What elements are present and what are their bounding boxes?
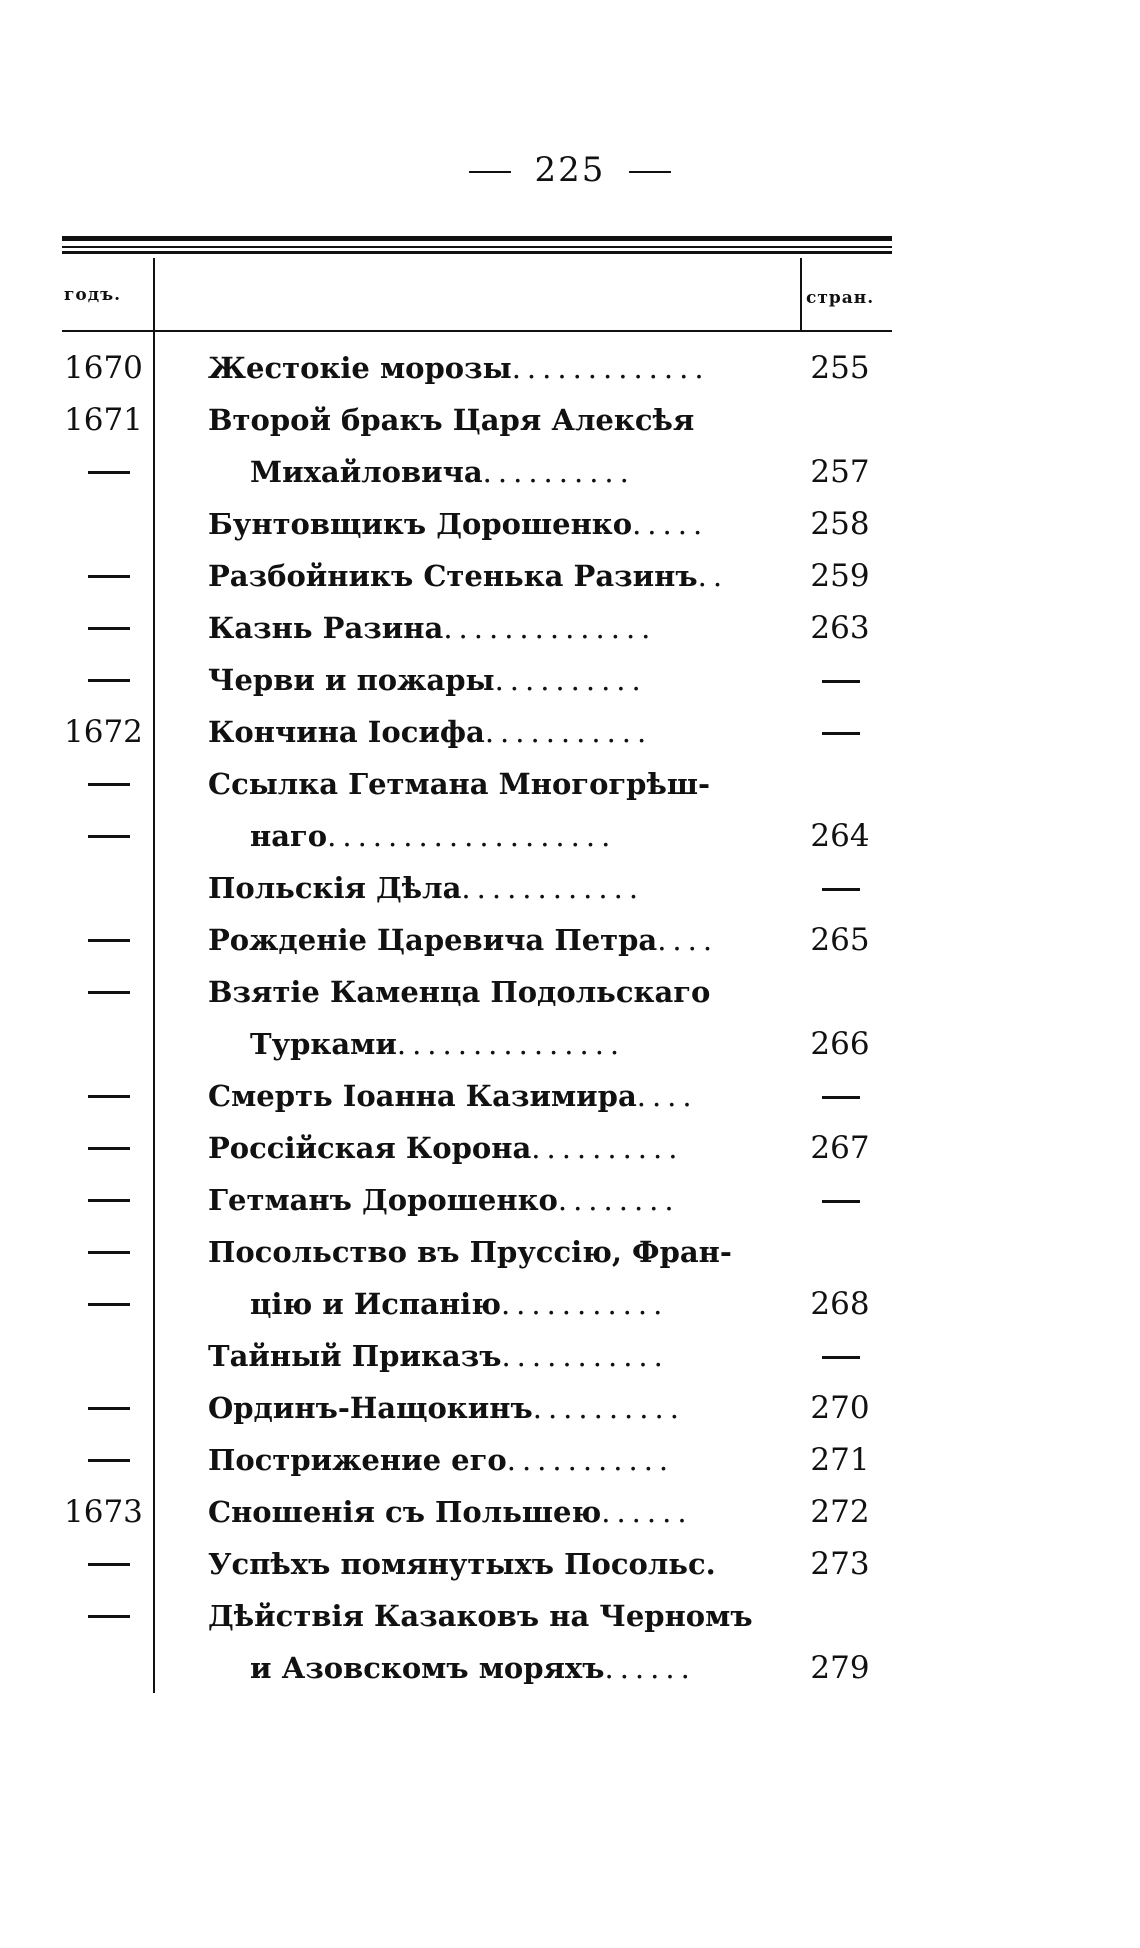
table-row bbox=[0, 862, 1140, 914]
row-title bbox=[208, 1174, 758, 1226]
row-title-text: цію и Испанію bbox=[250, 1287, 501, 1321]
row-title bbox=[208, 966, 758, 1018]
row-title-text: Дѣйствія Казаковъ на Черномъ bbox=[208, 1599, 753, 1633]
row-title bbox=[208, 1382, 758, 1434]
header-page-label: стран. bbox=[806, 288, 875, 308]
row-page: 266 bbox=[810, 1026, 870, 1062]
table-row bbox=[0, 758, 1140, 810]
row-dot-leader: ...... bbox=[604, 1651, 696, 1685]
row-title-text: Михайловича bbox=[250, 455, 483, 489]
row-page: 273 bbox=[810, 1546, 870, 1582]
row-title bbox=[250, 810, 758, 862]
table-row bbox=[0, 914, 1140, 966]
row-title bbox=[208, 394, 758, 446]
table-row bbox=[0, 550, 1140, 602]
row-dot-leader: .......... bbox=[482, 455, 635, 489]
row-dot-leader: .... bbox=[657, 923, 719, 957]
row-dot-leader: .. bbox=[697, 559, 729, 593]
row-page: 259 bbox=[810, 558, 870, 594]
row-title-text: и Азовскомъ моряхъ bbox=[250, 1651, 605, 1685]
table-row bbox=[0, 1382, 1140, 1434]
table-row bbox=[0, 1434, 1140, 1486]
row-dot-leader: ........... bbox=[500, 1287, 669, 1321]
row-title bbox=[208, 1486, 758, 1538]
row-dot-leader: .......... bbox=[494, 663, 647, 697]
row-title bbox=[250, 1018, 758, 1070]
top-rule-thick bbox=[62, 236, 892, 241]
row-title-text: Успѣхъ помянутыхъ Посольс. bbox=[208, 1547, 716, 1581]
row-year: 1670 bbox=[64, 350, 143, 386]
table-row bbox=[0, 446, 1140, 498]
row-title-text: Гетманъ Дорошенко bbox=[208, 1183, 558, 1217]
table-row bbox=[0, 810, 1140, 862]
row-page: 272 bbox=[810, 1494, 870, 1530]
row-title-text: Сношенія съ Польшею bbox=[208, 1495, 602, 1529]
row-dot-leader: ...... bbox=[601, 1495, 693, 1529]
row-dot-leader: ........... bbox=[484, 715, 653, 749]
row-title bbox=[208, 758, 758, 810]
table-row bbox=[0, 394, 1140, 446]
row-title bbox=[208, 862, 758, 914]
row-title-text: наго bbox=[250, 819, 328, 853]
row-title-text: Смерть Іоанна Казимира bbox=[208, 1079, 637, 1113]
table-row bbox=[0, 1538, 1140, 1590]
row-title-text: Казнь Разина bbox=[208, 611, 444, 645]
table-row bbox=[0, 1642, 1140, 1694]
table-row bbox=[0, 706, 1140, 758]
row-dot-leader: .......... bbox=[532, 1391, 685, 1425]
row-dot-leader: ................... bbox=[327, 819, 617, 853]
row-dot-leader: .......... bbox=[531, 1131, 684, 1165]
table-row bbox=[0, 966, 1140, 1018]
row-year: 1673 bbox=[64, 1494, 143, 1530]
row-title-text: Жестокіе морозы bbox=[208, 351, 512, 385]
row-page: 263 bbox=[810, 610, 870, 646]
row-title bbox=[208, 1330, 758, 1382]
page-number-dash-left bbox=[469, 171, 511, 173]
row-title bbox=[208, 342, 758, 394]
row-title bbox=[250, 446, 758, 498]
row-title bbox=[208, 1226, 758, 1278]
table-row bbox=[0, 498, 1140, 550]
row-page: 267 bbox=[810, 1130, 870, 1166]
row-title-text: Россійская Корона bbox=[208, 1131, 532, 1165]
row-title-text: Ссылка Гетмана Многогрѣш- bbox=[208, 767, 711, 801]
row-dot-leader: .... bbox=[636, 1079, 698, 1113]
row-year: 1671 bbox=[64, 402, 143, 438]
row-title bbox=[208, 914, 758, 966]
row-year: 1672 bbox=[64, 714, 143, 750]
contents-table bbox=[0, 342, 1140, 1694]
row-dot-leader: ..... bbox=[632, 507, 709, 541]
row-title-text: Пострижение его bbox=[208, 1443, 507, 1477]
row-title bbox=[208, 654, 758, 706]
row-page: 279 bbox=[810, 1650, 870, 1686]
page-number-dash-right bbox=[629, 171, 671, 173]
row-title bbox=[208, 602, 758, 654]
table-row bbox=[0, 1018, 1140, 1070]
row-page: 265 bbox=[810, 922, 870, 958]
row-title-text: Бунтовщикъ Дорошенко bbox=[208, 507, 633, 541]
table-row bbox=[0, 1486, 1140, 1538]
row-title bbox=[250, 1278, 758, 1330]
top-rule-thin bbox=[62, 246, 892, 248]
row-page: 268 bbox=[810, 1286, 870, 1322]
row-title bbox=[250, 1642, 758, 1694]
row-title-text: Тайный Приказъ bbox=[208, 1339, 502, 1373]
page-number bbox=[0, 150, 1140, 190]
row-dot-leader: ............. bbox=[511, 351, 710, 385]
row-title-text: Рожденіе Царевича Петра bbox=[208, 923, 658, 957]
page-number-text: 225 bbox=[534, 150, 606, 190]
row-page: 271 bbox=[810, 1442, 870, 1478]
row-title-text: Кончина Іосифа bbox=[208, 715, 485, 749]
top-rule-bottom bbox=[62, 251, 892, 254]
row-title bbox=[208, 1122, 758, 1174]
row-dot-leader: ........... bbox=[501, 1339, 669, 1373]
row-title-text: Черви и пожары bbox=[208, 663, 495, 697]
row-page: 258 bbox=[810, 506, 870, 542]
row-dot-leader: ........... bbox=[506, 1443, 675, 1477]
row-dot-leader: ............... bbox=[396, 1027, 626, 1061]
row-page: 270 bbox=[810, 1390, 870, 1426]
page-column-divider bbox=[800, 258, 802, 332]
table-row bbox=[0, 1174, 1140, 1226]
row-title bbox=[208, 498, 758, 550]
row-page: 257 bbox=[810, 454, 870, 490]
table-row bbox=[0, 602, 1140, 654]
row-title bbox=[208, 1434, 758, 1486]
header-rule bbox=[62, 330, 892, 332]
row-title bbox=[208, 706, 758, 758]
row-title-text: Посольство въ Пруссію, Фран- bbox=[208, 1235, 732, 1269]
row-title bbox=[208, 550, 758, 602]
row-title bbox=[208, 1070, 758, 1122]
row-title-text: Второй бракъ Царя Алексѣя bbox=[208, 403, 695, 437]
row-page: 264 bbox=[810, 818, 870, 854]
row-title-text: Разбойникъ Стенька Разинъ bbox=[208, 559, 698, 593]
row-title-text: Ординъ-Нащокинъ bbox=[208, 1391, 533, 1425]
table-row bbox=[0, 1278, 1140, 1330]
table-row bbox=[0, 1590, 1140, 1642]
row-dot-leader: ........ bbox=[557, 1183, 680, 1217]
table-row bbox=[0, 1330, 1140, 1382]
row-title-text: Взятіе Каменца Подольскаго bbox=[208, 975, 711, 1009]
row-title-text: Турками bbox=[250, 1027, 397, 1061]
table-row bbox=[0, 1070, 1140, 1122]
row-page: 255 bbox=[810, 350, 870, 386]
row-title-text: Польскія Дѣла bbox=[208, 871, 462, 905]
row-title bbox=[208, 1590, 758, 1642]
table-row bbox=[0, 654, 1140, 706]
row-title bbox=[208, 1538, 758, 1590]
row-dot-leader: .............. bbox=[443, 611, 657, 645]
row-dot-leader: ............ bbox=[461, 871, 645, 905]
table-row bbox=[0, 342, 1140, 394]
table-row bbox=[0, 1122, 1140, 1174]
header-year-label: годъ. bbox=[64, 285, 122, 305]
table-row bbox=[0, 1226, 1140, 1278]
